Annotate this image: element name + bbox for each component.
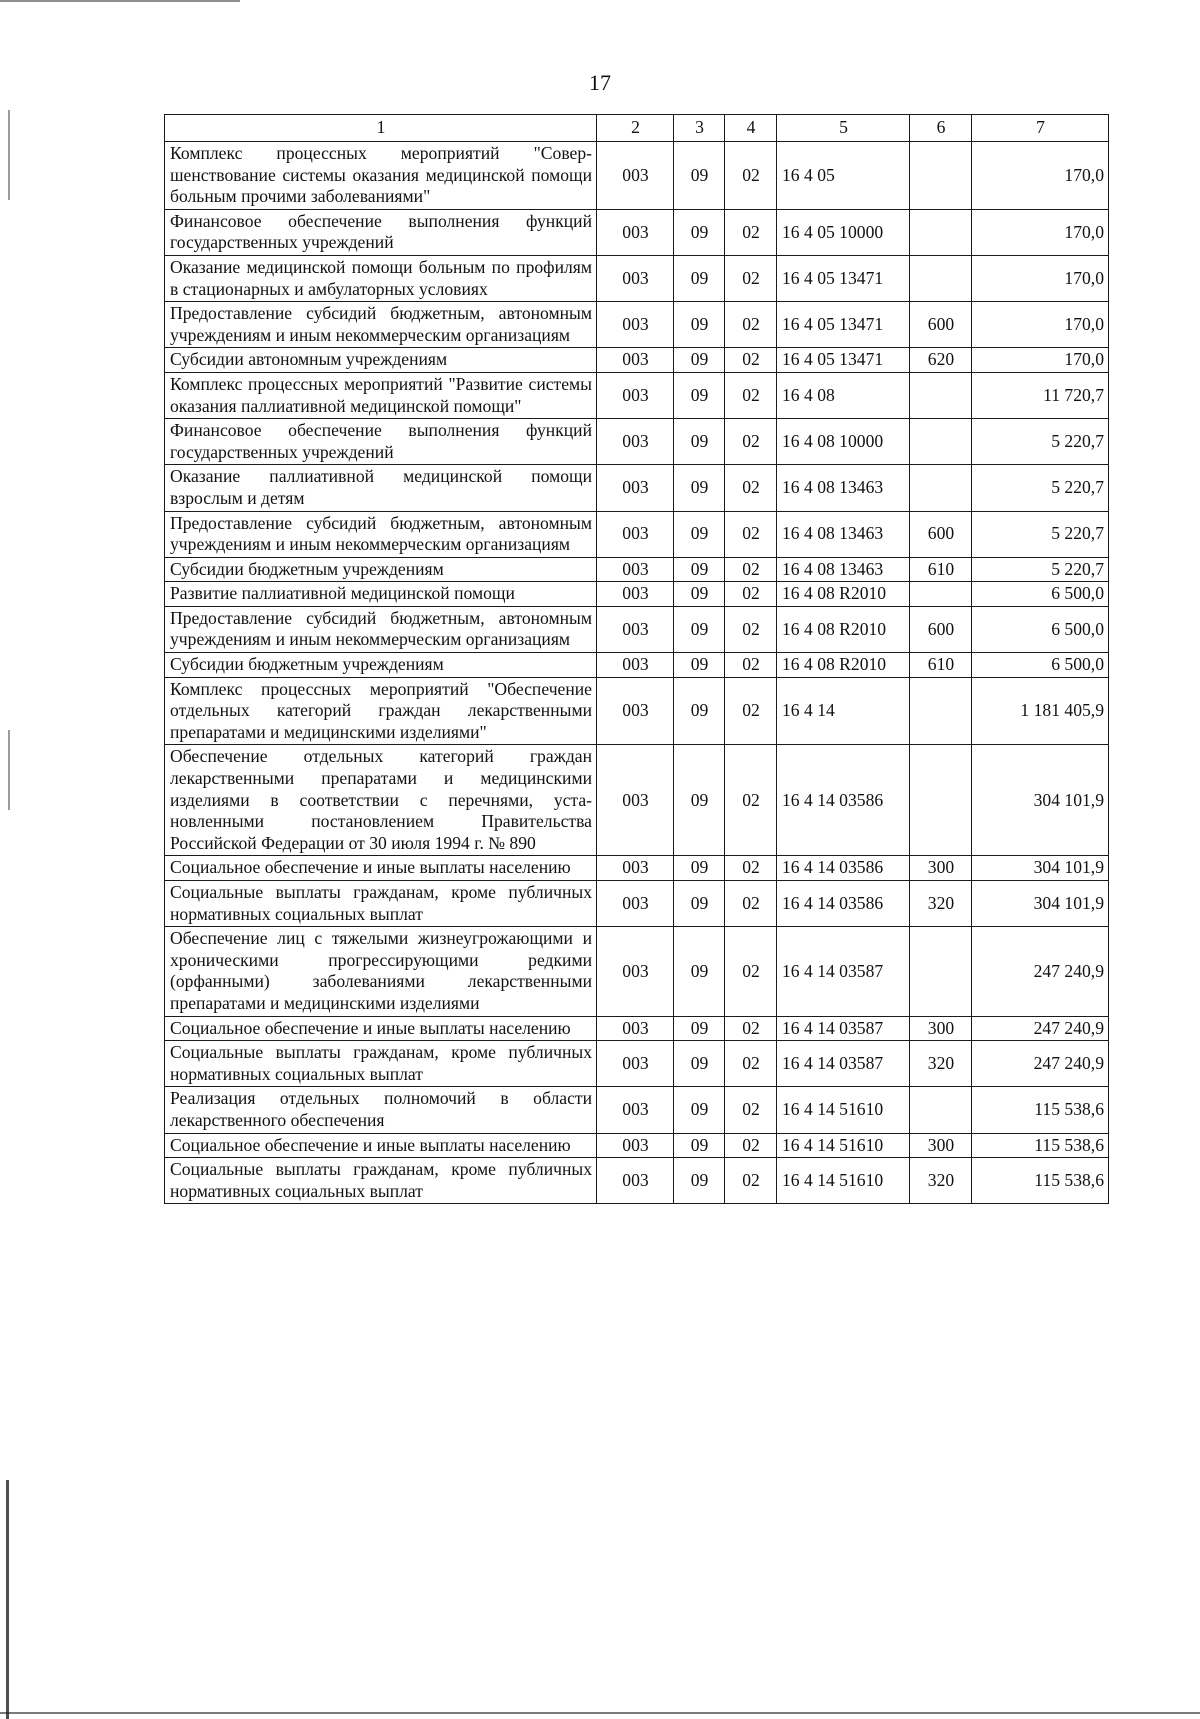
- row-col4: 02: [725, 1016, 777, 1041]
- row-col6: [910, 677, 972, 745]
- header-cell: 1: [165, 115, 597, 142]
- row-name: Оказание медицинской помощи больным по профилям в стационарных и амбулаторных условиях: [165, 255, 597, 301]
- row-col2: 003: [597, 1016, 674, 1041]
- row-col6: [910, 372, 972, 418]
- row-col2: 003: [597, 1133, 674, 1158]
- row-col6: [910, 209, 972, 255]
- scan-edge-left-1: [8, 110, 10, 200]
- row-col3: 09: [674, 255, 725, 301]
- row-col5: 16 4 08 13463: [777, 465, 910, 511]
- row-col5: 16 4 14 51610: [777, 1158, 910, 1204]
- row-name: Финансовое обеспечение выполнения функций государственных учреждений: [165, 419, 597, 465]
- table-body: [165, 142, 1109, 1204]
- row-col7: 170,0: [972, 255, 1109, 301]
- header-cell: 7: [972, 115, 1109, 142]
- row-col3: 09: [674, 1087, 725, 1133]
- row-col6: 600: [910, 302, 972, 348]
- row-col4: 02: [725, 1041, 777, 1087]
- row-col6: 610: [910, 557, 972, 582]
- row-col2: 003: [597, 465, 674, 511]
- header-cell: 6: [910, 115, 972, 142]
- row-col7: 6 500,0: [972, 606, 1109, 652]
- row-col5: 16 4 05: [777, 142, 910, 210]
- row-col5: 16 4 14 03587: [777, 1016, 910, 1041]
- row-col6: 620: [910, 348, 972, 373]
- scan-edge-top: [0, 0, 240, 2]
- row-col6: 300: [910, 1133, 972, 1158]
- row-col6: [910, 465, 972, 511]
- scan-edge-bottom: [0, 1712, 1200, 1714]
- row-col3: 09: [674, 209, 725, 255]
- row-col4: 02: [725, 209, 777, 255]
- row-col7: 304 101,9: [972, 745, 1109, 856]
- row-col4: 02: [725, 677, 777, 745]
- row-col7: 1 181 405,9: [972, 677, 1109, 745]
- row-col7: 5 220,7: [972, 557, 1109, 582]
- row-col6: 610: [910, 653, 972, 678]
- row-col5: 16 4 08 13463: [777, 511, 910, 557]
- row-col7: 170,0: [972, 142, 1109, 210]
- row-col3: 09: [674, 653, 725, 678]
- row-col2: 003: [597, 606, 674, 652]
- row-col2: 003: [597, 209, 674, 255]
- row-col7: 170,0: [972, 209, 1109, 255]
- row-col5: 16 4 14 51610: [777, 1133, 910, 1158]
- row-col4: 02: [725, 653, 777, 678]
- row-col6: [910, 142, 972, 210]
- row-col3: 09: [674, 557, 725, 582]
- row-col7: 115 538,6: [972, 1158, 1109, 1204]
- row-col4: 02: [725, 582, 777, 607]
- scan-edge-left-3: [6, 1480, 9, 1719]
- row-name: Предоставление субсидий бюджетным, автономным учреждениям и иным некоммерческим организациям: [165, 606, 597, 652]
- row-col6: [910, 745, 972, 856]
- row-col2: 003: [597, 927, 674, 1016]
- table-row: [165, 653, 1109, 678]
- row-col5: 16 4 14: [777, 677, 910, 745]
- row-col4: 02: [725, 465, 777, 511]
- row-col4: 02: [725, 348, 777, 373]
- row-col4: 02: [725, 142, 777, 210]
- row-col2: 003: [597, 1158, 674, 1204]
- row-col2: 003: [597, 348, 674, 373]
- row-col7: 6 500,0: [972, 582, 1109, 607]
- row-col6: 320: [910, 1041, 972, 1087]
- row-name: Социальное обеспечение и иные выплаты населению: [165, 1133, 597, 1158]
- table-row: [165, 1016, 1109, 1041]
- row-col2: 003: [597, 1087, 674, 1133]
- row-col4: 02: [725, 856, 777, 881]
- row-col4: 02: [725, 419, 777, 465]
- row-col2: 003: [597, 745, 674, 856]
- row-col3: 09: [674, 419, 725, 465]
- row-col2: 003: [597, 142, 674, 210]
- row-col3: 09: [674, 745, 725, 856]
- table-row: [165, 255, 1109, 301]
- row-name: Оказание паллиативной медицинской помощи взрослым и детям: [165, 465, 597, 511]
- table-row: [165, 1133, 1109, 1158]
- row-col5: 16 4 08 13463: [777, 557, 910, 582]
- table-row: [165, 209, 1109, 255]
- table-row: [165, 606, 1109, 652]
- row-col3: 09: [674, 1158, 725, 1204]
- table-row: [165, 881, 1109, 927]
- row-col3: 09: [674, 465, 725, 511]
- row-col4: 02: [725, 1158, 777, 1204]
- row-col3: 09: [674, 606, 725, 652]
- row-col6: [910, 582, 972, 607]
- row-name: Субсидии бюджетным учреждениям: [165, 653, 597, 678]
- table-row: [165, 142, 1109, 210]
- row-col7: 304 101,9: [972, 856, 1109, 881]
- row-col5: 16 4 08 R2010: [777, 606, 910, 652]
- header-cell: 2: [597, 115, 674, 142]
- table-row: [165, 1158, 1109, 1204]
- row-col5: 16 4 05 10000: [777, 209, 910, 255]
- table-row: [165, 557, 1109, 582]
- row-name: Субсидии автономным учреждениям: [165, 348, 597, 373]
- row-name: Развитие паллиативной медицинской помощи: [165, 582, 597, 607]
- row-col4: 02: [725, 255, 777, 301]
- page-number: 17: [589, 70, 611, 95]
- row-col2: 003: [597, 677, 674, 745]
- row-col6: 600: [910, 511, 972, 557]
- row-name: Комплекс процессных мероприятий "Развитие системы оказания паллиативной медицинской помощи": [165, 372, 597, 418]
- row-col3: 09: [674, 142, 725, 210]
- row-name: Социальные выплаты гражданам, кроме публичных нормативных социальных выплат: [165, 1158, 597, 1204]
- row-name: Комплекс процессных мероприятий "Обеспечение отдельных категорий граждан лекарственными препаратами и медицинскими изделиями": [165, 677, 597, 745]
- row-col3: 09: [674, 302, 725, 348]
- table-row: [165, 419, 1109, 465]
- table-row: [165, 302, 1109, 348]
- row-name: Социальные выплаты гражданам, кроме публичных нормативных социальных выплат: [165, 1041, 597, 1087]
- row-col4: 02: [725, 372, 777, 418]
- row-col6: [910, 1087, 972, 1133]
- table-row: [165, 856, 1109, 881]
- row-col7: 170,0: [972, 302, 1109, 348]
- row-name: Социальное обеспечение и иные выплаты населению: [165, 856, 597, 881]
- row-col5: 16 4 14 51610: [777, 1087, 910, 1133]
- row-name: Финансовое обеспечение выполнения функций государственных учреждений: [165, 209, 597, 255]
- row-col6: [910, 419, 972, 465]
- row-col5: 16 4 14 03586: [777, 881, 910, 927]
- row-col5: 16 4 14 03586: [777, 856, 910, 881]
- row-col6: 300: [910, 856, 972, 881]
- row-col3: 09: [674, 582, 725, 607]
- row-col4: 02: [725, 927, 777, 1016]
- row-col6: 320: [910, 881, 972, 927]
- row-col2: 003: [597, 1041, 674, 1087]
- row-col3: 09: [674, 927, 725, 1016]
- table-row: [165, 372, 1109, 418]
- row-col7: 11 720,7: [972, 372, 1109, 418]
- row-col3: 09: [674, 677, 725, 745]
- row-col6: [910, 255, 972, 301]
- row-col2: 003: [597, 557, 674, 582]
- table-row: [165, 465, 1109, 511]
- scan-edge-left-2: [8, 730, 10, 810]
- row-col3: 09: [674, 856, 725, 881]
- row-col6: 300: [910, 1016, 972, 1041]
- row-name: Комплекс процессных мероприятий "Совершенствование системы оказания медицинской помощи больным прочими заболеваниями": [165, 142, 597, 210]
- header-cell: 4: [725, 115, 777, 142]
- row-col2: 003: [597, 881, 674, 927]
- table-row: [165, 677, 1109, 745]
- table-row: [165, 582, 1109, 607]
- table-row: [165, 745, 1109, 856]
- row-col4: 02: [725, 557, 777, 582]
- row-name: Обеспечение лиц с тяжелыми жизнеугрожающими и хроническими прогрессирующими редкими (орфанными) заболеваниями лекарственными препаратами и медицинскими изделиями: [165, 927, 597, 1016]
- row-col5: 16 4 08 10000: [777, 419, 910, 465]
- row-col3: 09: [674, 1133, 725, 1158]
- row-col7: 247 240,9: [972, 1016, 1109, 1041]
- table-row: [165, 1041, 1109, 1087]
- row-col7: 304 101,9: [972, 881, 1109, 927]
- row-col4: 02: [725, 511, 777, 557]
- row-name: Реализация отдельных полномочий в области лекарственного обеспечения: [165, 1087, 597, 1133]
- row-col2: 003: [597, 511, 674, 557]
- row-col4: 02: [725, 1087, 777, 1133]
- table-header-row: [165, 115, 1109, 142]
- row-col2: 003: [597, 419, 674, 465]
- row-col5: 16 4 14 03587: [777, 927, 910, 1016]
- row-col5: 16 4 05 13471: [777, 348, 910, 373]
- row-col7: 115 538,6: [972, 1133, 1109, 1158]
- row-col4: 02: [725, 745, 777, 856]
- row-col5: 16 4 05 13471: [777, 302, 910, 348]
- row-col3: 09: [674, 348, 725, 373]
- row-col2: 003: [597, 582, 674, 607]
- header-cell: 5: [777, 115, 910, 142]
- row-col7: 5 220,7: [972, 465, 1109, 511]
- row-col3: 09: [674, 372, 725, 418]
- row-col3: 09: [674, 1041, 725, 1087]
- row-col7: 5 220,7: [972, 511, 1109, 557]
- row-col5: 16 4 08 R2010: [777, 582, 910, 607]
- table-row: [165, 348, 1109, 373]
- row-col4: 02: [725, 606, 777, 652]
- row-col5: 16 4 05 13471: [777, 255, 910, 301]
- row-col6: [910, 927, 972, 1016]
- row-col6: 320: [910, 1158, 972, 1204]
- row-col7: 6 500,0: [972, 653, 1109, 678]
- row-col4: 02: [725, 302, 777, 348]
- row-col2: 003: [597, 856, 674, 881]
- row-name: Социальные выплаты гражданам, кроме публичных нормативных социальных выплат: [165, 881, 597, 927]
- row-name: Предоставление субсидий бюджетным, автономным учреждениям и иным некоммерческим организациям: [165, 511, 597, 557]
- row-col5: 16 4 08 R2010: [777, 653, 910, 678]
- header-cell: 3: [674, 115, 725, 142]
- row-col5: 16 4 14 03586: [777, 745, 910, 856]
- row-name: Социальное обеспечение и иные выплаты населению: [165, 1016, 597, 1041]
- row-col7: 170,0: [972, 348, 1109, 373]
- row-col4: 02: [725, 1133, 777, 1158]
- budget-table: [164, 114, 1109, 1204]
- row-col7: 247 240,9: [972, 927, 1109, 1016]
- row-col3: 09: [674, 1016, 725, 1041]
- table-row: [165, 511, 1109, 557]
- row-col7: 115 538,6: [972, 1087, 1109, 1133]
- table-row: [165, 1087, 1109, 1133]
- table-row: [165, 927, 1109, 1016]
- row-col2: 003: [597, 653, 674, 678]
- row-col6: 600: [910, 606, 972, 652]
- row-name: Обеспечение отдельных категорий граждан лекарственными препаратами и медицинскими изделиями в соответствии с перечнями, установленными постановлением Правительства Российской Федерации от 30 июля 1994 г. № 890: [165, 745, 597, 856]
- row-name: Предоставление субсидий бюджетным, автономным учреждениям и иным некоммерческим организациям: [165, 302, 597, 348]
- row-col2: 003: [597, 302, 674, 348]
- row-col3: 09: [674, 881, 725, 927]
- row-name: Субсидии бюджетным учреждениям: [165, 557, 597, 582]
- row-col5: 16 4 08: [777, 372, 910, 418]
- row-col5: 16 4 14 03587: [777, 1041, 910, 1087]
- row-col2: 003: [597, 372, 674, 418]
- row-col7: 5 220,7: [972, 419, 1109, 465]
- row-col2: 003: [597, 255, 674, 301]
- row-col3: 09: [674, 511, 725, 557]
- row-col4: 02: [725, 881, 777, 927]
- row-col7: 247 240,9: [972, 1041, 1109, 1087]
